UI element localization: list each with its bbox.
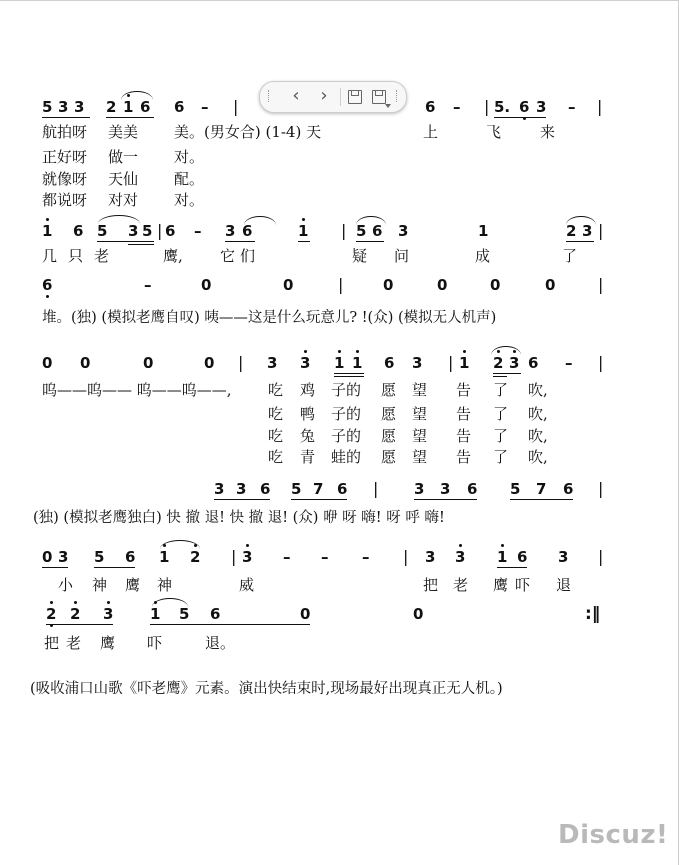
note: 6 xyxy=(384,354,395,372)
note: 2 xyxy=(493,354,504,372)
slur xyxy=(121,91,153,100)
note: 7 xyxy=(313,480,324,498)
lyric-text: 鸭 xyxy=(300,405,316,423)
lyric-text: 鹰 xyxy=(125,576,141,594)
lyric-text: 鹰, xyxy=(163,247,183,265)
barline: | xyxy=(341,221,347,240)
next-page-button[interactable] xyxy=(312,86,336,108)
lyric-text: 吃 xyxy=(268,381,284,399)
lyric-text: 对。 xyxy=(174,191,205,209)
rest: 0 xyxy=(283,276,294,294)
barline: | xyxy=(484,97,490,116)
footnote: (吸收浦口山歌《吓老鹰》元素。演出快结束时,现场最好出现真正无人机。) xyxy=(30,681,503,697)
lyric-row-4a xyxy=(0,380,679,402)
note: 5 xyxy=(142,222,153,240)
lyric-text: 吹, xyxy=(528,427,548,445)
lyric-text: 青 xyxy=(300,448,316,466)
note: 6 xyxy=(517,548,528,566)
note: 5 xyxy=(179,605,190,623)
note: 1 xyxy=(298,222,309,240)
lyric-text: 上 xyxy=(423,123,439,141)
note: 6 xyxy=(519,98,530,116)
note: 6 xyxy=(242,222,253,240)
lyric-text: 望 xyxy=(412,427,428,445)
barline: | xyxy=(598,275,604,294)
lyric-text: 美美 xyxy=(108,123,139,141)
lyric-text: 天仙 xyxy=(108,170,139,188)
lyric-text: 吓 xyxy=(147,634,163,652)
rest: 0 xyxy=(413,605,424,623)
lyric-text: 来 xyxy=(540,123,556,141)
lyric-text: 望 xyxy=(412,381,428,399)
dash: – xyxy=(201,98,209,116)
note: 3 xyxy=(267,354,278,372)
note: 3 xyxy=(455,548,466,566)
note: 3 xyxy=(398,222,409,240)
barline: | xyxy=(598,479,604,498)
underline xyxy=(493,376,507,377)
note: 1 xyxy=(123,98,134,116)
lyric-text: 吓 xyxy=(515,576,531,594)
note: 1 xyxy=(42,222,53,240)
note: 2 xyxy=(566,222,577,240)
note: 2 xyxy=(190,548,201,566)
note: 3 xyxy=(582,222,593,240)
save-button[interactable] xyxy=(344,86,366,108)
underline xyxy=(225,241,255,242)
lyric-text: 鹰 xyxy=(493,576,509,594)
slur xyxy=(98,215,140,224)
note: 1 xyxy=(334,354,345,372)
note: 6 xyxy=(260,480,271,498)
barline: | xyxy=(231,547,237,566)
toolbar-separator xyxy=(340,88,341,106)
rest: 0 xyxy=(42,548,53,566)
rest: 0 xyxy=(490,276,501,294)
lyric-text: 了 xyxy=(493,427,509,445)
lyric-text: 吃 xyxy=(268,427,284,445)
lyric-text: 对。 xyxy=(174,148,205,166)
note: 6 xyxy=(140,98,151,116)
discuz-watermark: Discuz! xyxy=(558,820,669,850)
lyric-text: 把 xyxy=(423,576,439,594)
underline xyxy=(94,567,135,568)
note: 3 xyxy=(103,605,114,623)
note: 5 xyxy=(356,222,367,240)
lyric-text: 威 xyxy=(239,576,255,594)
note: 6 xyxy=(125,548,136,566)
lyric-text: 告 xyxy=(456,427,472,445)
underline xyxy=(106,117,154,118)
lyric-row-1b xyxy=(0,147,679,169)
underline xyxy=(334,376,364,377)
lyric-text: 鹰 xyxy=(100,634,116,652)
lyric-text: 兔 xyxy=(300,427,316,445)
note: 5. xyxy=(494,98,511,116)
slur xyxy=(356,216,386,225)
slur xyxy=(160,540,200,549)
stage-direction-1: 堆。(独) (模拟老鹰自叹) 咦——这是什么玩意儿? !(众) (模拟无人机声) xyxy=(42,310,497,326)
chevron-left-icon: ‹ xyxy=(292,85,300,106)
note: 6 xyxy=(467,480,478,498)
note: 3 xyxy=(58,98,69,116)
underline xyxy=(97,241,154,242)
underline xyxy=(42,117,90,118)
underline xyxy=(510,499,573,500)
lyric-row-4d xyxy=(0,447,679,469)
note: 3 xyxy=(300,354,311,372)
lyric-text: 几 xyxy=(42,247,58,265)
lyric-text: 小 xyxy=(58,576,74,594)
note: 5 xyxy=(510,480,521,498)
note: 6 xyxy=(165,222,176,240)
note: 6 xyxy=(425,98,436,116)
dash: – xyxy=(194,222,202,240)
lyric-text: 退 xyxy=(556,576,572,594)
underline xyxy=(414,499,477,500)
note: 3 xyxy=(558,548,569,566)
lyric-row-1a xyxy=(0,122,679,144)
rest: 0 xyxy=(437,276,448,294)
toolbar-grip[interactable] xyxy=(396,90,399,102)
slur xyxy=(152,598,188,607)
barline: | xyxy=(598,547,604,566)
lyric-text: 吃 xyxy=(268,405,284,423)
note: 6 xyxy=(337,480,348,498)
lyric-text: 神 xyxy=(92,576,108,594)
underline xyxy=(566,241,594,242)
lyric-text: 了 xyxy=(562,247,578,265)
lyric-text: 子的 xyxy=(331,405,362,423)
dash: – xyxy=(144,276,152,294)
note: 2 xyxy=(106,98,117,116)
prev-page-button[interactable] xyxy=(284,86,308,108)
chevron-right-icon: › xyxy=(320,85,328,106)
underline xyxy=(42,567,68,568)
slur xyxy=(244,216,276,225)
lyric-text: 老 xyxy=(453,576,469,594)
note: 3 xyxy=(412,354,423,372)
lyric-text: 疑 xyxy=(352,247,368,265)
lyric-text: 问 xyxy=(394,247,410,265)
note: 6 xyxy=(528,354,539,372)
lyric-text: 吃 xyxy=(268,448,284,466)
lyric-text: 愿 xyxy=(381,405,397,423)
page-border-top xyxy=(0,0,679,1)
lyric-text: 美。(男女合) (1-4) 天 xyxy=(174,123,322,141)
note: 5 xyxy=(97,222,108,240)
note: 1 xyxy=(150,605,161,623)
underline xyxy=(46,624,113,625)
note: 5 xyxy=(42,98,53,116)
lyric-text: 愿 xyxy=(381,448,397,466)
note: 5 xyxy=(291,480,302,498)
lyric-text: 航拍呀 xyxy=(42,123,88,141)
stage-direction-2: (独) (模拟老鹰独白) 快 撤 退! 快 撤 退! (众) 咿 呀 嗨! 呀 呼 嗨! xyxy=(33,510,445,526)
note: 6 xyxy=(174,98,185,116)
barline: | xyxy=(238,353,244,372)
lyric-text: 吹, xyxy=(528,448,548,466)
note: 3 xyxy=(440,480,451,498)
barline: | xyxy=(338,275,344,294)
lyric-text: 都说呀 xyxy=(42,191,88,209)
barline: | xyxy=(233,97,239,116)
note: 3 xyxy=(242,548,253,566)
lyric-text: 子的 xyxy=(331,381,362,399)
lyric-text: 告 xyxy=(456,381,472,399)
lyric-text: 呜——呜—— 呜——呜——, xyxy=(42,381,232,399)
lyric-text: 就像呀 xyxy=(42,170,88,188)
barline: | xyxy=(403,547,409,566)
note: 3 xyxy=(414,480,425,498)
note: 1 xyxy=(459,354,470,372)
underline xyxy=(214,499,270,500)
lyric-text: 它 xyxy=(220,247,236,265)
rest: 0 xyxy=(300,605,311,623)
lyric-text: 蛙的 xyxy=(331,448,362,466)
note: 1 xyxy=(478,222,489,240)
lyric-text: 神 xyxy=(157,576,173,594)
barline: | xyxy=(448,353,454,372)
lyric-text: 愿 xyxy=(381,427,397,445)
lyric-text: 了 xyxy=(493,448,509,466)
lyric-text: 飞 xyxy=(486,123,502,141)
underline xyxy=(291,499,347,500)
underline xyxy=(356,241,384,242)
note: 3 xyxy=(225,222,236,240)
lyric-text: 吹, xyxy=(528,405,548,423)
lyric-text: 望 xyxy=(412,448,428,466)
save-icon xyxy=(348,90,362,104)
lyric-text: 告 xyxy=(456,405,472,423)
rest: 0 xyxy=(204,354,215,372)
lyric-text: 成 xyxy=(475,247,491,265)
lyric-text: 们 xyxy=(240,247,256,265)
save-as-icon xyxy=(372,90,386,104)
note: 5 xyxy=(94,548,105,566)
lyric-row-4b xyxy=(0,404,679,426)
note: 7 xyxy=(536,480,547,498)
note: 1 xyxy=(352,354,363,372)
note: 3 xyxy=(236,480,247,498)
note: 3 xyxy=(58,548,69,566)
note: 3 xyxy=(214,480,225,498)
lyric-row-7 xyxy=(0,633,679,655)
lyric-text: 吹, xyxy=(528,381,548,399)
lyric-text: 对对 xyxy=(108,191,139,209)
lyric-text: 了 xyxy=(493,405,509,423)
lyric-text: 愿 xyxy=(381,381,397,399)
lyric-text: 告 xyxy=(456,448,472,466)
rest: 0 xyxy=(383,276,394,294)
note: 6 xyxy=(372,222,383,240)
note: 3 xyxy=(425,548,436,566)
barline: | xyxy=(597,97,603,116)
lyric-row-4c xyxy=(0,426,679,448)
underline xyxy=(128,244,154,245)
dash: – xyxy=(565,354,573,372)
lyric-row-1c xyxy=(0,169,679,191)
lyric-text: 鸡 xyxy=(300,381,316,399)
note: 3 xyxy=(128,222,139,240)
lyric-text: 了 xyxy=(493,381,509,399)
dash: – xyxy=(283,548,291,566)
note: 6 xyxy=(42,276,53,294)
lyric-text: 做一 xyxy=(108,148,139,166)
barline: | xyxy=(598,221,604,240)
note: 2 xyxy=(70,605,81,623)
note: 6 xyxy=(73,222,84,240)
underline xyxy=(497,567,527,568)
dash: – xyxy=(568,98,576,116)
barline: | xyxy=(373,479,379,498)
rest: 0 xyxy=(80,354,91,372)
underline xyxy=(494,117,546,118)
lyric-text: 子的 xyxy=(331,427,362,445)
lyric-text: 望 xyxy=(412,405,428,423)
note: 3 xyxy=(536,98,547,116)
note: 2 xyxy=(46,605,57,623)
note: 3 xyxy=(74,98,85,116)
underline xyxy=(150,624,310,625)
lyric-text: 配。 xyxy=(174,170,205,188)
note: 1 xyxy=(159,548,170,566)
note: 6 xyxy=(210,605,221,623)
lyric-row-6 xyxy=(0,575,679,597)
lyric-text: 老 xyxy=(94,247,110,265)
toolbar-grip[interactable] xyxy=(268,90,271,102)
rest: 0 xyxy=(201,276,212,294)
barline: | xyxy=(598,353,604,372)
lyric-text: 只 xyxy=(68,247,84,265)
rest: 0 xyxy=(143,354,154,372)
rest: 0 xyxy=(545,276,556,294)
rest: 0 xyxy=(42,354,53,372)
note: 3 xyxy=(509,354,520,372)
note: 1 xyxy=(497,548,508,566)
lyric-text: 老 xyxy=(66,634,82,652)
barline: | xyxy=(157,221,163,240)
lyric-row-1d xyxy=(0,190,679,212)
lyric-text: 把 xyxy=(44,634,60,652)
viewer-toolbar xyxy=(259,81,407,113)
note: 6 xyxy=(563,480,574,498)
repeat-end: :‖ xyxy=(585,604,601,624)
slur xyxy=(491,346,521,355)
dash: – xyxy=(321,548,329,566)
slur xyxy=(566,216,596,225)
lyric-row-2 xyxy=(0,246,679,268)
underline xyxy=(334,373,364,374)
underline xyxy=(298,241,310,242)
lyric-text: 退。 xyxy=(205,634,236,652)
dash: – xyxy=(453,98,461,116)
dash: – xyxy=(362,548,370,566)
save-as-button[interactable] xyxy=(368,86,390,108)
lyric-text: 正好呀 xyxy=(42,148,88,166)
underline xyxy=(493,373,521,374)
